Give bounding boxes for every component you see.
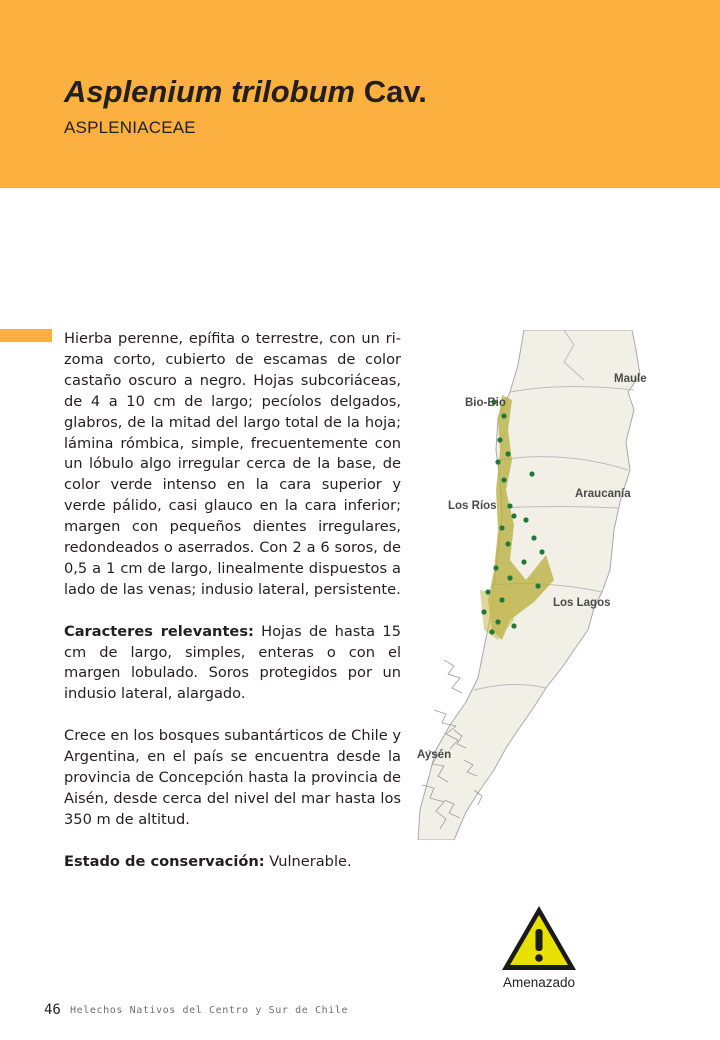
description-column (64, 329, 401, 893)
family-name: ASPLENIACEAE (64, 118, 196, 137)
record-point (539, 549, 544, 554)
distribution-map-svg (414, 330, 670, 840)
section-marker (0, 329, 52, 342)
page-number: 46 (44, 1002, 61, 1018)
record-point (497, 437, 502, 442)
relevant-characters-label: Caracteres relevantes: (64, 622, 254, 640)
relevant-characters-text: Hojas de hasta 15 cm de largo, simples, enteras o con el margen lobulado. Soros protegidos por un indusio lateral, alargado. (64, 622, 401, 703)
record-point (501, 477, 506, 482)
map-label-loslagos: Los Lagos (553, 597, 611, 609)
record-point (531, 535, 536, 540)
conservation-value: Vulnerable. (264, 852, 352, 870)
record-point (511, 513, 516, 518)
warning-icon (499, 903, 579, 973)
book-title: Helechos Nativos del Centro y Sur de Chile (70, 1005, 349, 1016)
record-point (523, 517, 528, 522)
map-label-araucania: Araucanía (575, 488, 631, 500)
species-binomial: Asplenium trilobum (64, 74, 356, 109)
record-point (507, 503, 512, 508)
record-point (521, 559, 526, 564)
map-label-losrios: Los Ríos (448, 500, 497, 512)
conservation-status-caption: Amenazado (502, 975, 576, 990)
record-point (507, 575, 512, 580)
map-label-biobio: Bio-Bio (465, 397, 506, 409)
conservation-label: Estado de conservación: (64, 852, 265, 870)
record-point (499, 525, 504, 530)
record-point (495, 619, 500, 624)
record-point (499, 597, 504, 602)
record-point (535, 583, 540, 588)
record-point (481, 609, 486, 614)
species-title (64, 74, 427, 110)
conservation-paragraph (64, 852, 401, 873)
relevant-characters-paragraph (64, 622, 401, 706)
record-point (529, 471, 534, 476)
record-point (505, 541, 510, 546)
record-point (495, 459, 500, 464)
record-point (485, 589, 490, 594)
map-label-maule: Maule (614, 373, 647, 385)
record-point (489, 629, 494, 634)
distribution-map (414, 330, 670, 840)
habitat-paragraph: Crece en los bosques subantárticos de Chile y Argentina, en el país se encuentra desde la provincia de Concepción hasta la provincia de Aisén, desde cerca del nivel del mar hasta los 350 m de altitud. (64, 727, 401, 828)
record-point (493, 565, 498, 570)
map-label-aysen: Aysén (417, 749, 452, 761)
record-point (511, 623, 516, 628)
record-point (501, 413, 506, 418)
record-point (505, 451, 510, 456)
description-paragraph: Hierba perenne, epífita o terrestre, con un rizoma corto, cubierto de escamas de color castaño oscuro a negro. Hojas subcoriáceas, de 4 a 10 cm de largo; pecíolos delgados, glabros, de la mitad del largo total de la hoja; lámina rómbica, simple, frecuentemente con un lóbulo algo irregular cerca de la base, de color verde intenso en la cara superior y verde pálido, casi glauco en la cara inferior; margen con pequeños dientes irregulares, redondeados o aserrados. Con 2 a 6 soros, de 0,5 a 1 cm de largo, linealmente dispuestos a lado de las venas; indusio lateral, persistente. (64, 330, 401, 598)
species-author: Cav. (363, 74, 427, 109)
